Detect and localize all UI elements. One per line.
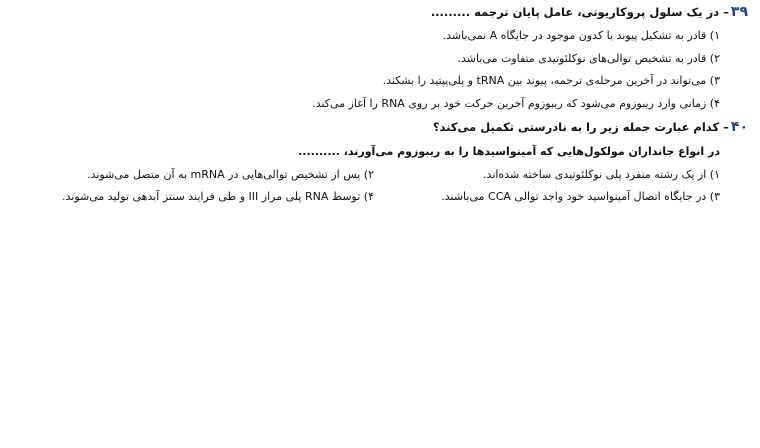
question-40-option-1[interactable]: ۱) از یک رشته منفرد پلی نوکلئوتیدی ساخته شده‌اند. xyxy=(483,168,720,181)
question-40-stem: در انواع جانداران مولکول‌هایی که آمینواسیدها را به ریبوزوم می‌آورند، .......... xyxy=(298,145,720,158)
question-39-option-4[interactable]: ۴) زمانی وارد ریبوزوم می‌شود که ریبوزوم آخرین حرکت خود بر روی RNA را آغاز می‌کند. xyxy=(312,97,720,110)
question-40-option-4[interactable]: ۴) توسط RNA پلی مراز III و طی فرایند سنتز آبدهی تولید می‌شوند. xyxy=(62,190,374,203)
question-39-option-1[interactable]: ۱) قادر به تشکیل پیوند با کدون موجود در جایگاه A نمی‌باشد. xyxy=(442,29,720,42)
question-40-option-3[interactable]: ۳) در جایگاه اتصال آمینواسید خود واجد توالی CCA می‌باشند. xyxy=(441,190,720,203)
question-39-title: – در یک سلول پروکاریوتی، عامل پایان ترجمه ......... xyxy=(430,5,729,19)
question-40-option-2[interactable]: ۲) پس از تشخیص توالی‌هایی در mRNA به آن متصل می‌شوند. xyxy=(87,168,374,181)
question-39-number: ۳۹ xyxy=(730,4,748,20)
question-39-option-3[interactable]: ۳) می‌تواند در آخرین مرحله‌ی ترجمه، پیوند بین tRNA و پلی‌پپتید را بشکند. xyxy=(382,74,720,87)
question-40-heading xyxy=(433,119,748,135)
question-39-heading xyxy=(431,4,748,20)
question-40-number: ۴۰ xyxy=(730,119,748,135)
question-40-title: – کدام عبارت جمله زیر را به نادرستی تکمیل می‌کند؟ xyxy=(432,120,729,134)
question-39-option-2[interactable]: ۲) قادر به تشخیص توالی‌های نوکلئوتیدی متفاوت می‌باشد. xyxy=(457,52,720,65)
